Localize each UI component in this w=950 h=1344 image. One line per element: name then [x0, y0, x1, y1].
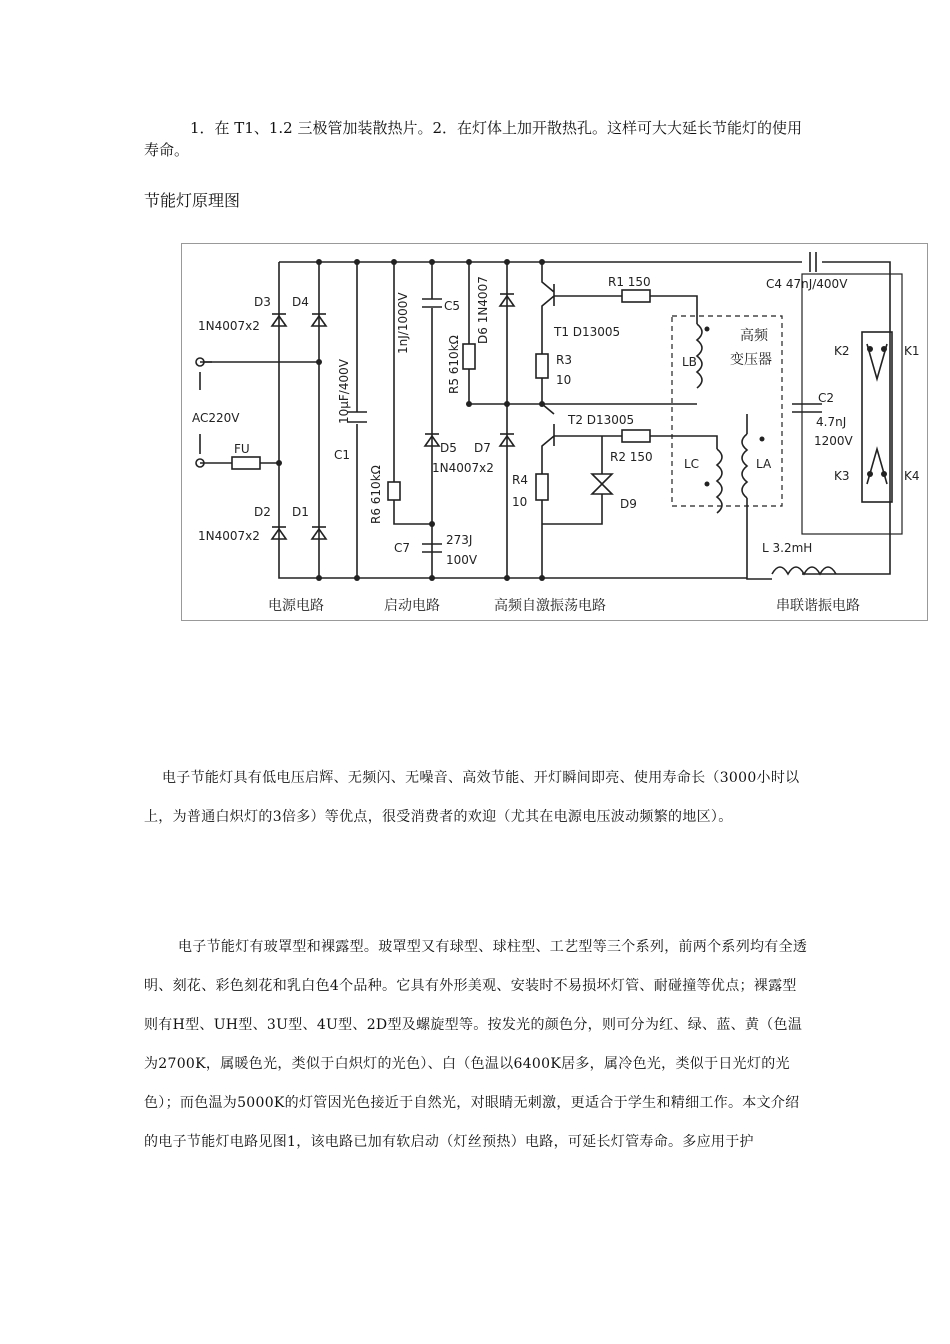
cap-1nj-label: 1nJ/1000V [396, 292, 410, 354]
d5d7-part-label: 1N4007x2 [432, 461, 494, 475]
c1-value-label: 10μF/400V [337, 359, 351, 424]
lb-label: LB [682, 355, 697, 369]
fu-label: FU [234, 442, 250, 456]
r4-value-label: 10 [512, 495, 528, 509]
r5-label: R5 610kΩ [447, 335, 461, 394]
transformer-label-2: 变压器 [730, 352, 772, 368]
d5-label: D5 [440, 441, 457, 455]
d7-label: D7 [474, 441, 491, 455]
transformer-label-1: 高频 [740, 328, 768, 344]
c4-label: C4 47nJ/400V [766, 277, 848, 291]
r3-value-label: 10 [556, 373, 572, 387]
d6-label: D6 1N4007 [476, 276, 490, 344]
d3-label: D3 [254, 295, 271, 309]
section-series-resonance: 串联谐振电路 [776, 598, 860, 614]
d3d4-part-label: 1N4007x2 [198, 319, 260, 333]
l-label: L 3.2mH [762, 541, 813, 555]
intro-paragraph: 1．在 T1、1.2 三极管加装散热片。2．在灯体上加开散热孔。这样可大大延长节能灯的使用寿命。 [144, 119, 803, 159]
r1-label: R1 150 [608, 275, 651, 289]
d2d1-part-label: 1N4007x2 [198, 529, 260, 543]
k3-label: K3 [834, 469, 850, 483]
t1-label: T1 D13005 [554, 325, 621, 339]
d9-label: D9 [620, 497, 637, 511]
r2-label: R2 150 [610, 450, 653, 464]
d2-label: D2 [254, 505, 271, 519]
circuit-diagram [181, 243, 928, 621]
c2-label: C2 [818, 391, 835, 405]
c2-value2-label: 1200V [814, 434, 853, 448]
paragraph-types: 电子节能灯有玻罩型和裸露型。玻罩型又有球型、球柱型、工艺型等三个系列，前两个系列均有全透明、刻花、彩色刻花和乳白色4个品种。它具有外形美观、安装时不易损坏灯管、耐碰撞等优点；裸露型则有H型、UH型、3U型、4U型、2D型及螺旋型等。按发光的颜色分，则可分为红、绿、蓝、黄（色温为2700K，属暖色光，类似于白炽灯的光色）、白（色温以6400K居多，属冷色光，类似于日光灯的光色）；而色温为5000K的灯管因光色接近于自然光，对眼睛无刺激，更适合于学生和精细工作。本文介绍的电子节能灯电路见图1，该电路已加有软启动（灯丝预热）电路，可延长灯管寿命。多应用于护 [144, 939, 808, 1150]
c5-label: C5 [444, 299, 461, 313]
k2-label: K2 [834, 344, 850, 358]
ac-label: AC220V [192, 411, 240, 425]
d1-label: D1 [292, 505, 309, 519]
d4-label: D4 [292, 295, 309, 309]
c1-label: C1 [334, 448, 351, 462]
r6-label: R6 610kΩ [369, 465, 383, 524]
c7-label: C7 [394, 541, 411, 555]
c7-value1-label: 273J [446, 533, 473, 547]
t2-label: T2 D13005 [568, 413, 635, 427]
k4-label: K4 [904, 469, 920, 483]
la-label: LA [756, 457, 772, 471]
r3-label: R3 [556, 353, 572, 367]
paragraph-advantages: 电子节能灯具有低电压启辉、无频闪、无噪音、高效节能、开灯瞬间即亮、使用寿命长（3000小时以上，为普通白炽灯的3倍多）等优点，很受消费者的欢迎（尤其在电源电压波动频繁的地区）。 [144, 770, 800, 825]
c2-value1-label: 4.7nJ [816, 415, 847, 429]
k1-label: K1 [904, 344, 920, 358]
section-power: 电源电路 [268, 598, 324, 614]
c7-value2-label: 100V [446, 553, 478, 567]
diagram-heading: 节能灯原理图 [144, 191, 241, 210]
section-oscillator: 高频自激振荡电路 [494, 598, 606, 614]
r4-label: R4 [512, 473, 528, 487]
section-start: 启动电路 [384, 598, 440, 614]
lc-label: LC [684, 457, 700, 471]
